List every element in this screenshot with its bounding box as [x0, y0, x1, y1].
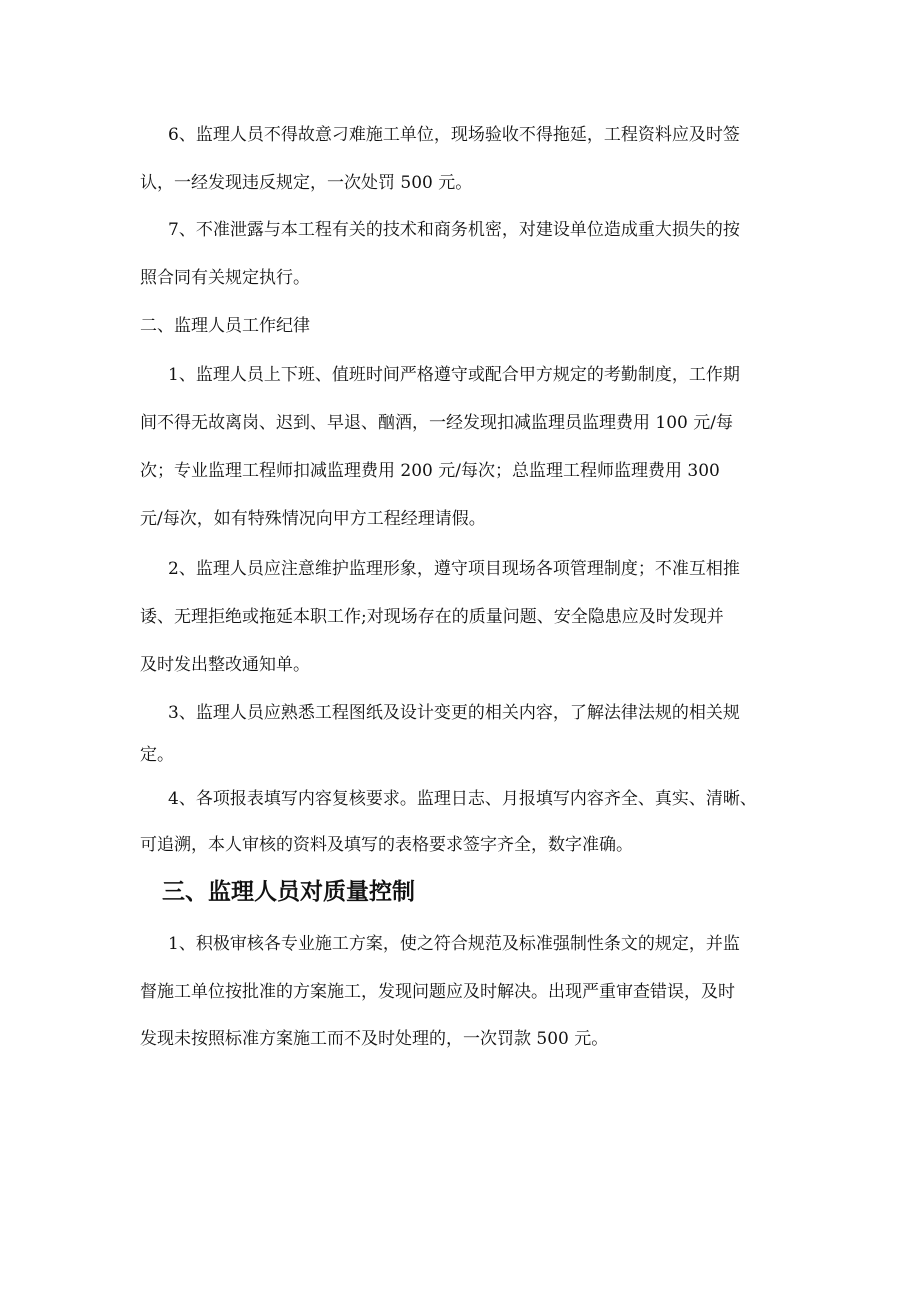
- s2-para3-line1: 3、监理人员应熟悉工程图纸及设计变更的相关内容，了解法律法规的相关规: [168, 703, 740, 723]
- s2-para3-line2: 定。: [140, 745, 174, 765]
- s2-para4-line1: 4、各项报表填写内容复核要求。监理日志、月报填写内容齐全、真实、清晰、: [168, 789, 757, 809]
- section2-title: 二、监理人员工作纪律: [140, 316, 310, 336]
- s2-para1-line4: 元/每次，如有特殊情况向甲方工程经理请假。: [140, 509, 486, 529]
- para7-line1: 7、不准泄露与本工程有关的技术和商务机密，对建设单位造成重大损失的按: [168, 220, 740, 240]
- para6-line2: 认，一经发现违反规定，一次处罚 500 元。: [140, 173, 473, 193]
- para6-line1: 6、监理人员不得故意刁难施工单位，现场验收不得拖延，工程资料应及时签: [168, 125, 740, 145]
- s3-para1-line2: 督施工单位按批准的方案施工，发现问题应及时解决。出现严重审查错误，及时: [140, 982, 735, 1002]
- para7-line2: 照合同有关规定执行。: [140, 268, 310, 288]
- s2-para1-line2: 间不得无故离岗、迟到、早退、酗酒，一经发现扣减监理员监理费用 100 元/每: [140, 413, 733, 433]
- s2-para2-line2: 诿、无理拒绝或拖延本职工作;对现场存在的质量问题、安全隐患应及时发现并: [140, 607, 724, 627]
- s2-para2-line3: 及时发出整改通知单。: [140, 655, 310, 675]
- s3-para1-line3: 发现未按照标准方案施工而不及时处理的，一次罚款 500 元。: [140, 1029, 609, 1049]
- s2-para4-line2: 可追溯，本人审核的资料及填写的表格要求签字齐全，数字准确。: [140, 835, 633, 855]
- s2-para2-line1: 2、监理人员应注意维护监理形象，遵守项目现场各项管理制度；不准互相推: [168, 559, 740, 579]
- s3-para1-line1: 1、积极审核各专业施工方案，使之符合规范及标准强制性条文的规定，并监: [168, 934, 740, 954]
- s2-para1-line1: 1、监理人员上下班、值班时间严格遵守或配合甲方规定的考勤制度，工作期: [168, 365, 740, 385]
- s2-para1-line3: 次；专业监理工程师扣减监理费用 200 元/每次；总监理工程师监理费用 300: [140, 461, 720, 481]
- section3-title: 三、监理人员对质量控制: [162, 879, 415, 905]
